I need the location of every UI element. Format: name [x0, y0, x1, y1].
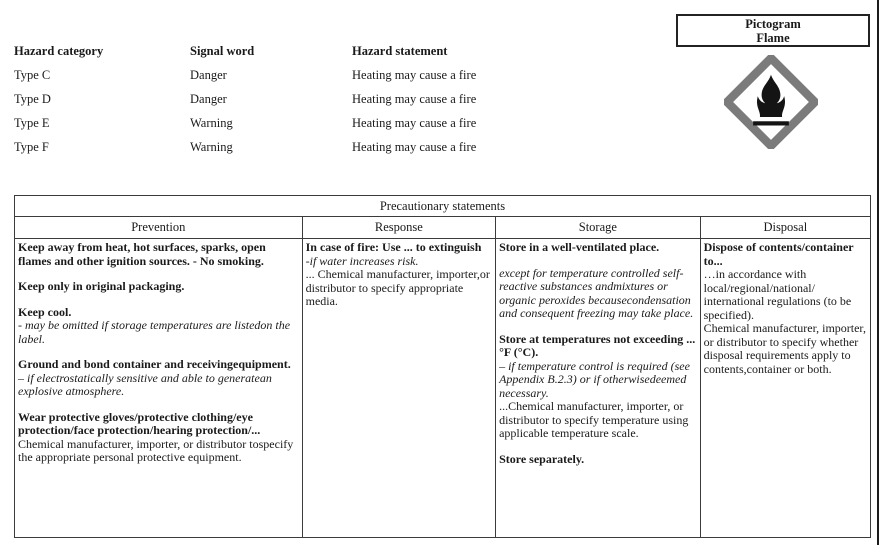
- statement-block: Wear protective gloves/protective clothing/eye protection/face protection/hearing protection/...: [18, 409, 261, 437]
- statement-block: ...Chemical manufacturer, importer, or distributor to specify temperature using applicable temperature scale.: [499, 399, 689, 440]
- signal-word-value: Warning: [190, 116, 233, 130]
- pictogram-label-line2: Flame: [756, 31, 790, 45]
- column-header-prevention: Prevention: [15, 217, 303, 239]
- hazard-category-value: Type C: [14, 68, 51, 82]
- statement-block: Chemical manufacturer, importer, or distributor tospecify the appropriate personal protective equipment.: [18, 436, 294, 464]
- hazard-statement-header: Hazard statement: [352, 44, 448, 58]
- pictogram-label-line1: Pictogram: [745, 17, 801, 31]
- hazard-statement-value: Heating may cause a fire: [352, 92, 477, 106]
- statement-block: Keep cool.: [18, 304, 72, 319]
- blank-line: [18, 399, 298, 411]
- column-header-response: Response: [302, 217, 495, 239]
- flame-diamond-icon: [724, 55, 818, 149]
- statement-block: – if temperature control is required (see Appendix B.2.3) or if otherwisedeemed necessary.: [499, 358, 690, 400]
- statement-block: In case of fire: Use ... to extinguish: [305, 240, 482, 254]
- statement-block: Store at temperatures not exceeding ...°F (°C).: [499, 331, 696, 359]
- flame-baseline: [753, 121, 789, 125]
- hazard-category-section: [14, 44, 634, 164]
- column-header-disposal: Disposal: [700, 217, 870, 239]
- page-right-border: [877, 0, 879, 545]
- blank-line: [18, 294, 298, 306]
- blank-line: [499, 255, 696, 267]
- statement-block: Keep away from heat, hot surfaces, sparks, open flames and other ignition sources. - No smoking.: [18, 240, 266, 268]
- response-cell: [302, 239, 495, 538]
- blank-line: [499, 321, 696, 333]
- hazard-row: [14, 68, 634, 82]
- hazard-rows: [14, 68, 634, 154]
- hazard-category-value: Type F: [14, 140, 49, 154]
- table-body-row: [15, 239, 871, 538]
- table-header-row: [15, 217, 871, 239]
- signal-word-value: Warning: [190, 140, 233, 154]
- ghs-flame-pictogram: [724, 55, 818, 149]
- statement-block: Dispose of contents/container to...: [703, 240, 854, 268]
- statement-block: Chemical manufacturer, importer, or distributor to specify whether disposal requirements apply to contents,container or both.: [703, 321, 866, 376]
- hazard-row: [14, 92, 634, 106]
- signal-word-value: Danger: [190, 92, 227, 106]
- statement-block: ... Chemical manufacturer, importer,or distributor to specify appropriate media.: [305, 267, 490, 308]
- statement-block: -if water increases risk.: [305, 253, 419, 268]
- disposal-cell: [700, 239, 870, 538]
- statement-block: Store separately.: [499, 451, 585, 466]
- statement-block: …in accordance with local/regional/national/ international regulations (to be specified).: [703, 267, 852, 322]
- statement-block: – if electrostatically sensitive and able to generatean explosive atmosphere.: [18, 370, 272, 398]
- signal-word-header: Signal word: [190, 44, 255, 58]
- column-header-storage: Storage: [496, 217, 701, 239]
- hazard-header-row: [14, 44, 634, 58]
- statement-block: Keep only in original packaging.: [18, 279, 185, 293]
- statement-block: Store in a well-ventilated place.: [499, 240, 660, 254]
- signal-word-value: Danger: [190, 68, 227, 82]
- table-title-row: [15, 196, 871, 217]
- hazard-category-value: Type E: [14, 116, 50, 130]
- hazard-statement-value: Heating may cause a fire: [352, 116, 477, 130]
- hazard-row: [14, 140, 634, 154]
- prevention-cell: [15, 239, 303, 538]
- hazard-category-value: Type D: [14, 92, 51, 106]
- blank-line: [499, 441, 696, 453]
- statement-block: - may be omitted if storage temperatures are listedon the label.: [18, 318, 291, 346]
- hazard-row: [14, 116, 634, 130]
- pictogram-label-box: [676, 14, 870, 47]
- statement-block: except for temperature controlled self-reactive substances andmixtures or organic peroxides becausecondensation and consequent freezing may take place.: [499, 265, 694, 320]
- hazard-statement-value: Heating may cause a fire: [352, 68, 477, 82]
- storage-cell: [496, 239, 701, 538]
- hazard-statement-value: Heating may cause a fire: [352, 140, 477, 154]
- precautionary-title: Precautionary statements: [15, 196, 871, 217]
- hazard-category-header: Hazard category: [14, 44, 104, 58]
- statement-block: Ground and bond container and receivingequipment.: [18, 357, 291, 371]
- precautionary-statements-table: [14, 195, 871, 538]
